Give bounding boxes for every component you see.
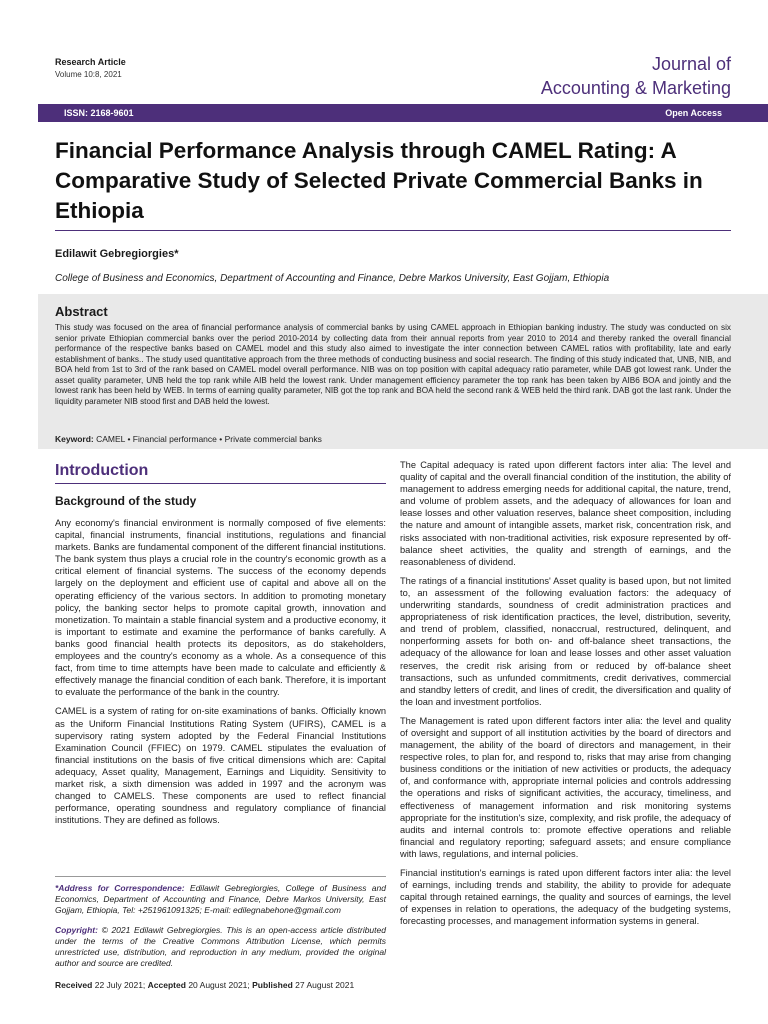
right-column-body (400, 459, 731, 934)
paragraph: The Management is rated upon different factors inter alia: the level and quality of oversight and support of all institution activities by the board of directors and management, the ability of the board of directors and management, in their respective roles, to plan for, and respond to, risks that may arise from changing business conditions or the initiation of new activities or products, the adequacy of, and conformance with, appropriate internal policies and controls addressing the operations and risks of significant activities, the accuracy, timeliness, and effectiveness of management information and risk monitoring systems appropriate for the institution's size, complexity, and risk profile, the adequacy of audits and internal controls to: promote effective operations and reliable financial and regulatory reporting; safeguard assets; and ensure compliance with laws, regulations, and internal policies. (400, 715, 731, 859)
footnote-divider (55, 876, 386, 877)
volume-info: Volume 10:8, 2021 (55, 70, 122, 79)
keywords (55, 434, 322, 444)
received-label: Received (55, 980, 93, 990)
paragraph: The Capital adequacy is rated upon different factors inter alia: The level and quality of capital and the overall financial condition of the institution, the ability of management to address emerging needs for additional capital, the nature, trend, and volume of problem assets, and the adequacy of allowances for loan and lease losses and other valuation reserves, balance sheet composition, including the nature and amount of intangible assets, market risk, concentration risk, and risks associated with non-traditional activities, risk exposure represented by off- balance sheet activities, the quality and strength of earnings, and the reasonableness of dividend. (400, 460, 731, 567)
copyright-note (55, 925, 386, 969)
open-access-label: Open Access (665, 108, 722, 118)
paragraph: CAMEL is a system of rating for on-site examinations of banks. Officially known as the Uniform Financial Institutions Rating System (UFIRS), CAMEL is a supervisory rating system adopted by the Federal Financial Institutions Examination Council (FFIEC) on 1979. CAMEL stipulates the evaluation of financial institutions on the basis of five critical dimensions which are: Capital adequacy, Asset quality, Management, Earnings and Liquidity. Sensitivity to market risk, a sixth dimension was added in 1997 and the acronym was changed to CAMELS. These components are used to reflect financial performance, operating soundness and regulatory compliance of financial institutions. They are defined as follows. (55, 706, 386, 826)
keywords-list: CAMEL • Financial performance • Private commercial banks (96, 434, 322, 444)
issn: ISSN: 2168-9601 (64, 108, 134, 118)
copyright-text: © 2021 Edilawit Gebregiorgies. This is an open-access article distributed under the terms of the Creative Commons Attribution License, which permits unrestricted use, distribution, and reproduction in any medium, provided the original author and source are credited. (55, 925, 386, 968)
published-label: Published (252, 980, 293, 990)
introduction-divider (55, 483, 386, 484)
author-name: Edilawit Gebregiorgies* (55, 248, 179, 260)
title-divider (55, 230, 731, 231)
accepted-date: 20 August 2021; (188, 980, 250, 990)
paragraph: The ratings of a financial institutions' Asset quality is based upon, but not limited to, an assessment of the following evaluation factors: the adequacy of underwriting standards, soundness of credit administration practices and appropriateness of risk identification practices, the level, distribution, severity, and trend of problem, classified, nonaccrual, restructured, delinquent, and nonperforming assets for both on- and off-balance sheet transactions, the adequacy of the allowance for loan and lease losses and other asset valuation reserves, the credit risk arising from or reduced by off-balance sheet transactions, such as unfunded commitments, credit derivatives, commercial and standby letters of credit, and lines of credit, the diversification and quality of the loan and investment portfolios. (400, 575, 731, 707)
accepted-label: Accepted (147, 980, 186, 990)
publication-dates (55, 980, 354, 990)
introduction-heading: Introduction (55, 462, 149, 479)
copyright-label: Copyright: (55, 925, 98, 935)
keywords-label: Keyword: (55, 434, 94, 444)
background-subheading: Background of the study (55, 494, 197, 508)
journal-name-line1: Journal of (651, 54, 731, 74)
left-column-body (55, 517, 386, 833)
abstract-heading: Abstract (55, 304, 108, 319)
paragraph: Any economy's financial environment is normally composed of five elements: capital, financial instruments, financial institutions, regulations and financial markets. Banks are fundamental component of the different financial institutions. The bank system thus plays a crucial role in the country's economic growth as a critical element of financial systems. The success of the economy depends largely on the deployment and efficient use of capital and above all on the operating efficiency of the various sectors. In addition to promoting monetary policy, the banking sector helps to promote capital growth, innovation and monetization. To maintain a stable financial system and a productive economy, it is important to estimate and examine the performance of banks carefully. A banks good financial health protects its depositors, as do stakeholders, employees and the country's economy as a whole. As a consequence of this fact, from time to time attempts have been made to calculate and efficiently & effectively manage the financial condition of each bank. Therefore, it is important to evaluate the performance of the bank in the country. (55, 518, 386, 698)
article-title: Financial Performance Analysis through CAMEL Rating: A Comparative Study of Selected Private Commercial Banks in Ethiopia (55, 138, 703, 223)
abstract-text: This study was focused on the area of financial performance analysis of commercial banks by using CAMEL approach in Ethiopian banking industry. The study was conducted on six senior private Ethiopian commercial banks over the period 2010-2014 by collecting data from their annual reports from year 2010 to 2014 and thereby ranked the overall financial performance of the respective banks based on CAMEL model and this study also aimed to investigate the inter connection between CAMEL ratios with profitability, late and early establishment of banks.. The study used quantitative approach from the three methods of conducting business and social research. The finding of this study indicated that, UNB, NIB, and BOA held from 1st to 3rd of the rank based on CAMEL model overall performance. NIB was on top position with capital adequacy ratio parameter, while DAB got lowest rank. Under the asset quality parameter, UNB held the top rank while AIB held the lowest rank. Under management efficiency parameter the top rank has been taken by AIB6 BOA and jointly and the lowest rank has been held by WEB. In terms of earning quality parameter, NIB got the top rank and BOA held the second rank & WEB held the third rank. DAB got the last rank. Under the liquidity parameter NIB stood first and DAB held the lowest. (55, 323, 731, 406)
published-date: 27 August 2021 (295, 980, 355, 990)
correspondence-text: Edilawit Gebregiorgies, College of Business and Economics, Department of Accounting and Finance, Debre Markos University, East Gojjam, Ethiopia, Tel: +251961091325; E-mail: edilegnabehone@gmail.com (55, 883, 386, 915)
journal-name-line2: Accounting & Marketing (540, 78, 731, 98)
author-affiliation: College of Business and Economics, Department of Accounting and Finance, Debre Markos University, East Gojjam, Ethiopia (55, 273, 610, 284)
correspondence-label: *Address for Correspondence: (55, 883, 185, 893)
correspondence-note (55, 883, 386, 916)
received-date: 22 July 2021; (94, 980, 146, 990)
journal-name (541, 52, 731, 100)
issn-bar (38, 104, 768, 122)
paragraph: Financial institution's earnings is rated upon different factors inter alia: the level of earnings, including trends and stability, the ability to provide for adequate capital through retained earnings, the quality and sources of earnings, the level of expenses in relation to operations, the adequacy of the budgeting systems, forecasting processes, and management information systems in general. (400, 868, 731, 927)
article-type: Research Article (55, 57, 126, 67)
